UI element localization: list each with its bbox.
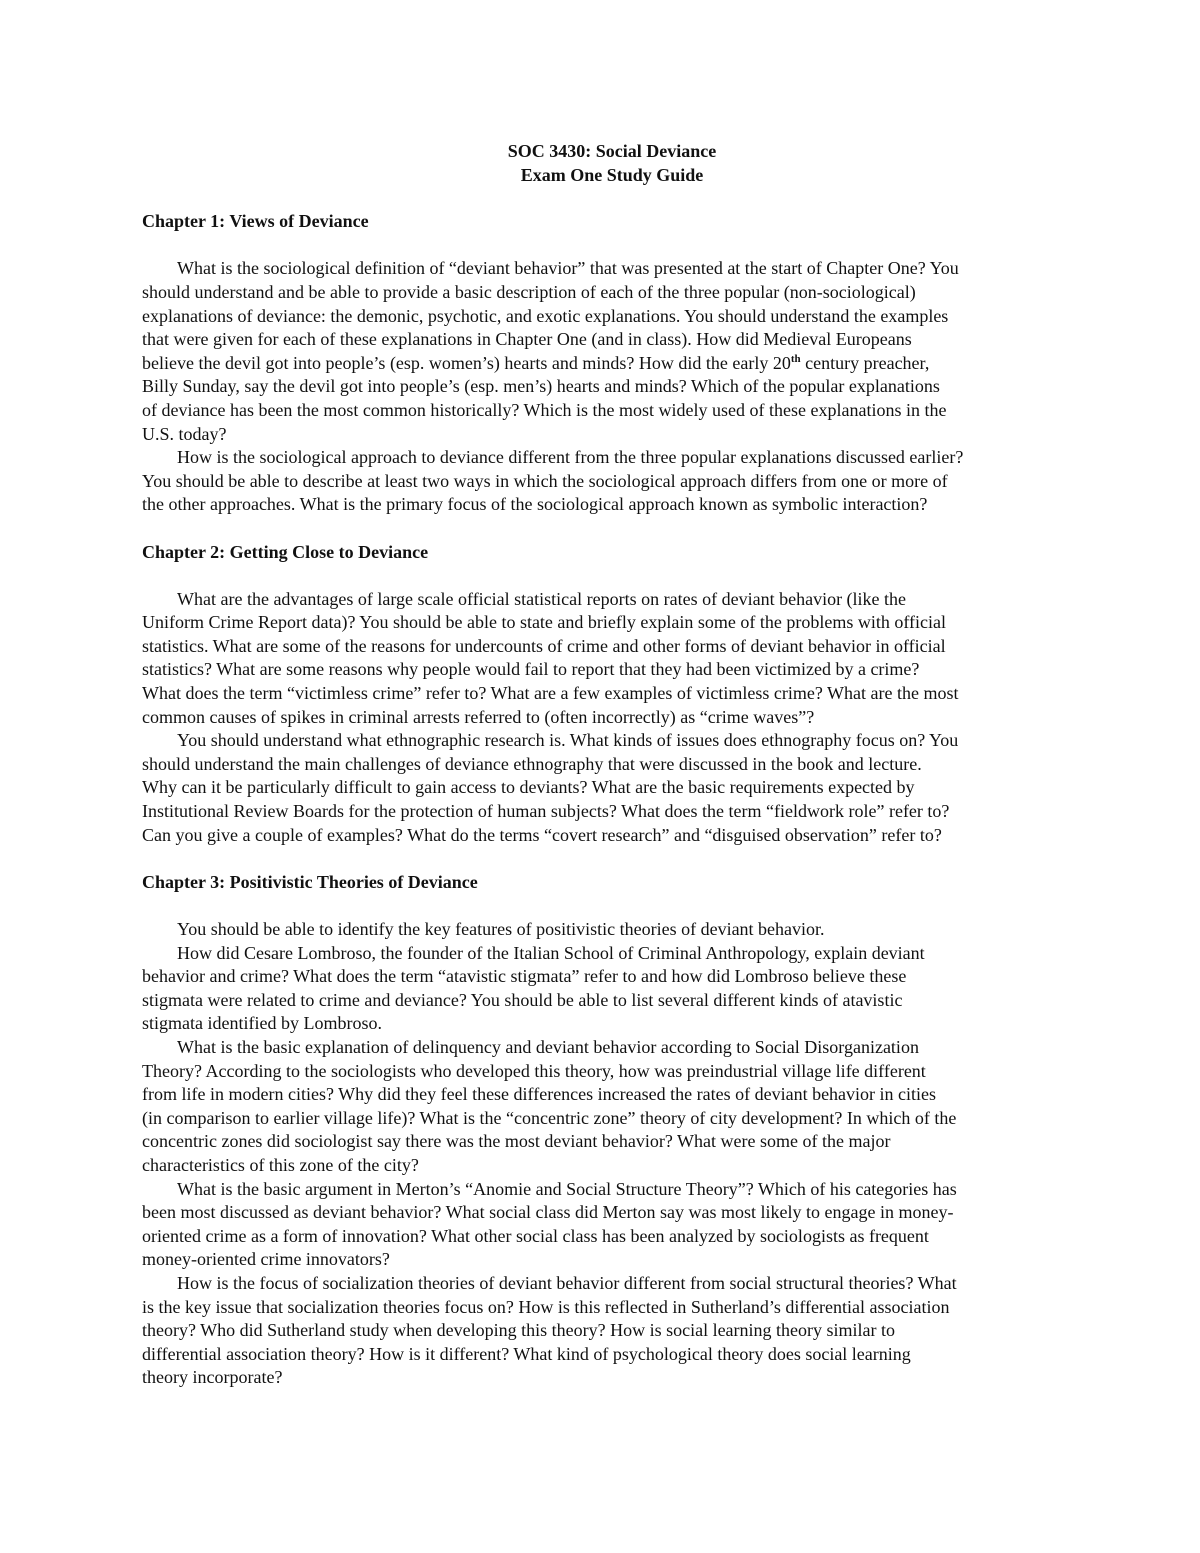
line-text-continued: century preacher,: [800, 352, 930, 373]
text-line: [142, 1036, 1082, 1060]
line-text: Why can it be particularly difficult to gain access to deviants? What are the basic requirements expected by: [142, 777, 915, 798]
document-title: SOC 3430: Social Deviance: [507, 141, 717, 161]
text-line: [142, 706, 1082, 730]
line-text: statistics. What are some of the reasons for undercounts of crime and other forms of deviant behavior in official: [142, 635, 946, 656]
text-line: [142, 1130, 1082, 1154]
line-text: is the key issue that socialization theories focus on? How is this reflected in Sutherland’s differential association: [142, 1296, 950, 1317]
line-text: common causes of spikes in criminal arrests referred to (often incorrectly) as “crime waves”?: [142, 706, 815, 727]
line-text: How did Cesare Lombroso, the founder of the Italian School of Criminal Anthropology, explain deviant: [177, 942, 925, 963]
text-line: [142, 375, 1082, 399]
line-text: What does the term “victimless crime” refer to? What are a few examples of victimless crime? What are the most: [142, 683, 959, 704]
text-line: [142, 399, 1082, 423]
text-line: [142, 1366, 1082, 1390]
text-line: [142, 658, 1082, 682]
text-line: [142, 588, 1082, 612]
study-guide-page: [142, 140, 1082, 1390]
line-text: You should understand what ethnographic research is. What kinds of issues does ethnography focus on? You: [177, 730, 959, 751]
line-text: What is the basic argument in Merton’s “Anomie and Social Structure Theory”? Which of his categories has: [177, 1178, 957, 1199]
text-line: [142, 1178, 1082, 1202]
text-line: [142, 1012, 1082, 1036]
text-line: [142, 305, 1082, 329]
text-line: [142, 1272, 1082, 1296]
text-line: [142, 1296, 1082, 1320]
text-line: [142, 942, 1082, 966]
text-line: [142, 776, 1082, 800]
line-text: You should be able to identify the key features of positivistic theories of deviant behavior.: [177, 919, 825, 939]
text-line: [142, 1201, 1082, 1225]
line-text: should understand the main challenges of deviance ethnography that were discussed in the book and lecture.: [142, 753, 922, 774]
chapters-container: [142, 210, 1082, 1390]
line-text: Uniform Crime Report data)? You should be able to state and briefly explain some of the problems with official: [142, 612, 946, 633]
chapter-section: [142, 210, 1082, 517]
line-text: characteristics of this zone of the city?: [142, 1154, 419, 1175]
text-line: [142, 1343, 1082, 1367]
line-text: Billy Sunday, say the devil got into people’s (esp. men’s) hearts and minds? Which of the popular explanations: [142, 376, 940, 397]
line-text: theory incorporate?: [142, 1367, 283, 1388]
line-text: How is the sociological approach to deviance different from the three popular explanations discussed earlier?: [177, 447, 964, 468]
chapter-body: [142, 588, 1082, 848]
text-line: [142, 682, 1082, 706]
line-text: believe the devil got into people’s (esp. women’s) hearts and minds? How did the early 20: [142, 352, 791, 373]
text-line: [142, 446, 1082, 470]
text-line: [142, 1107, 1082, 1131]
chapter-heading: Chapter 1: Views of Deviance: [142, 211, 369, 232]
line-text: stigmata were related to crime and deviance? You should be able to list several different kinds of atavistic: [142, 989, 903, 1010]
text-line: [142, 1225, 1082, 1249]
line-text: (in comparison to earlier village life)? What is the “concentric zone” theory of city development? In which of the: [142, 1107, 957, 1128]
text-line: [142, 470, 1082, 494]
chapter-body: [142, 918, 1082, 1390]
text-line: [142, 753, 1082, 777]
text-line: [142, 257, 1082, 281]
line-text: from life in modern cities? Why did they feel these differences increased the rates of deviant behavior in cities: [142, 1084, 937, 1105]
chapter-section: [142, 871, 1082, 1390]
line-text: U.S. today?: [142, 423, 227, 444]
line-text: What are the advantages of large scale official statistical reports on rates of deviant behavior (like the: [177, 588, 907, 609]
text-line: [142, 918, 1082, 942]
line-text: theory? Who did Sutherland study when developing this theory? How is social learning theory similar to: [142, 1320, 896, 1341]
text-line: [142, 1248, 1082, 1272]
line-text: What is the sociological definition of “deviant behavior” that was presented at the start of Chapter One? You: [177, 258, 959, 279]
line-text: How is the focus of socialization theories of deviant behavior different from social structural theories? What: [177, 1272, 957, 1293]
text-line: [142, 493, 1082, 517]
text-line: [142, 1154, 1082, 1178]
text-line: [142, 328, 1082, 352]
text-line: [142, 635, 1082, 659]
chapter-body: [142, 257, 1082, 517]
line-text: of deviance has been the most common historically? Which is the most widely used of these explanations in the: [142, 399, 947, 420]
document-subtitle: Exam One Study Guide: [520, 164, 704, 185]
line-text: explanations of deviance: the demonic, psychotic, and exotic explanations. You should understand the examples: [142, 305, 949, 326]
line-text: money-oriented crime innovators?: [142, 1249, 390, 1270]
text-line: [142, 965, 1082, 989]
line-text: the other approaches. What is the primary focus of the sociological approach known as symbolic interaction?: [142, 494, 928, 515]
line-text: Institutional Review Boards for the protection of human subjects? What does the term “fieldwork role” refer to?: [142, 801, 950, 822]
line-text: stigmata identified by Lombroso.: [142, 1013, 382, 1034]
line-text: You should be able to describe at least two ways in which the sociological approach differs from one or more of: [142, 470, 948, 491]
text-line: [142, 1319, 1082, 1343]
text-line: [142, 1060, 1082, 1084]
superscript-ordinal: th: [790, 352, 801, 365]
text-line: [142, 611, 1082, 635]
text-line: [142, 729, 1082, 753]
line-text: What is the basic explanation of delinquency and deviant behavior according to Social Disorganization: [177, 1036, 919, 1057]
text-line: [142, 352, 1082, 376]
text-line: [142, 824, 1082, 848]
text-line: [142, 800, 1082, 824]
line-text: Can you give a couple of examples? What do the terms “covert research” and “disguised observation” refer to?: [142, 824, 942, 845]
chapter-heading: Chapter 3: Positivistic Theories of Deviance: [142, 871, 478, 892]
text-line: [142, 423, 1082, 447]
chapter-section: [142, 541, 1082, 848]
document-title-block: [142, 140, 1082, 187]
line-text: oriented crime as a form of innovation? What other social class has been analyzed by sociologists as frequent: [142, 1225, 929, 1246]
line-text: that were given for each of these explanations in Chapter One (and in class). How did Medieval Europeans: [142, 329, 912, 350]
line-text: Theory? According to the sociologists who developed this theory, how was preindustrial village life different: [142, 1060, 926, 1081]
line-text: behavior and crime? What does the term “atavistic stigmata” refer to and how did Lombroso believe these: [142, 966, 907, 987]
text-line: [142, 281, 1082, 305]
line-text: been most discussed as deviant behavior? What social class did Merton say was most likely to engage in money-: [142, 1202, 954, 1223]
line-text: differential association theory? How is it different? What kind of psychological theory does social learning: [142, 1343, 911, 1364]
line-text: should understand and be able to provide a basic description of each of the three popular (non-sociological): [142, 281, 916, 302]
line-text: concentric zones did sociologist say there was the most deviant behavior? What were some of the major: [142, 1131, 891, 1152]
text-line: [142, 1083, 1082, 1107]
line-text: statistics? What are some reasons why people would fail to report that they had been victimized by a crime?: [142, 659, 920, 680]
chapter-heading: Chapter 2: Getting Close to Deviance: [142, 541, 429, 562]
text-line: [142, 989, 1082, 1013]
